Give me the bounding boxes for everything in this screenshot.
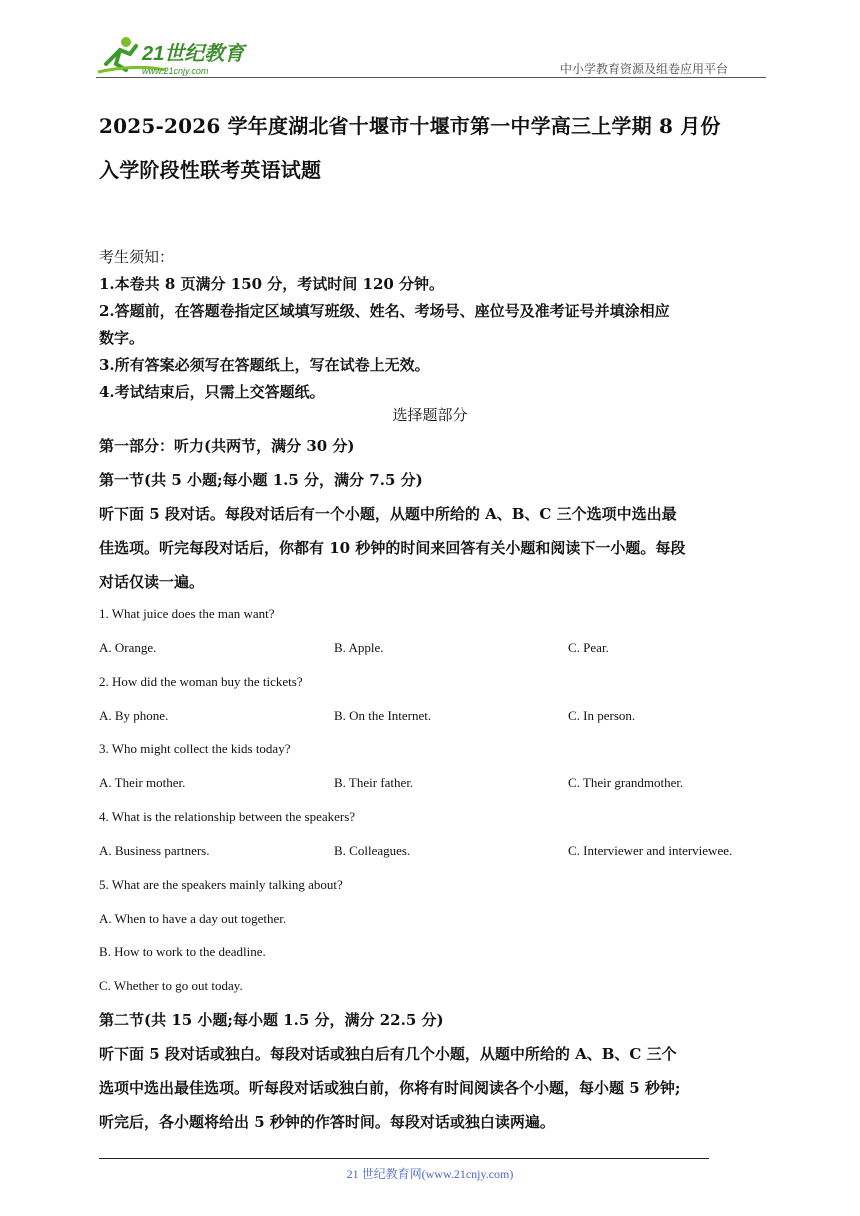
q3-option-b: B. Their father. bbox=[334, 775, 414, 790]
notice-item: 数字。 bbox=[99, 329, 145, 347]
question-5: 5. What are the speakers mainly talking about? bbox=[99, 877, 343, 892]
q5-option-c: C. Whether to go out today. bbox=[99, 978, 243, 993]
q5-option-a: A. When to have a day out together. bbox=[99, 911, 287, 926]
q2-option-b: B. On the Internet. bbox=[334, 708, 432, 723]
section1-title: 第一节(共 5 小题;每小题 1.5 分，满分 7.5 分) bbox=[99, 471, 423, 489]
platform-name: 中小学教育资源及组卷应用平台 bbox=[560, 62, 729, 76]
site-logo bbox=[96, 34, 266, 80]
q1-option-b: B. Apple. bbox=[334, 640, 384, 655]
section2-instructions bbox=[99, 1037, 767, 1139]
q2-option-a: A. By phone. bbox=[99, 708, 169, 723]
title-line-2: 入学阶段性联考英语试题 bbox=[99, 158, 322, 182]
q4-option-a: A. Business partners. bbox=[99, 843, 210, 858]
instruction-line: 选项中选出最佳选项。听每段对话或独白前，你将有时间阅读各个小题，每小题 5 秒钟; bbox=[99, 1079, 681, 1097]
exam-notice bbox=[99, 244, 769, 406]
runner-logo-icon bbox=[96, 34, 266, 80]
notice-heading: 考生须知： bbox=[99, 248, 175, 266]
q5-option-b: B. How to work to the deadline. bbox=[99, 944, 266, 959]
title-line-1: 2025-2026 学年度湖北省十堰市十堰市第一中学高三上学期 8 月份 bbox=[99, 114, 721, 138]
section2-title: 第二节(共 15 小题;每小题 1.5 分，满分 22.5 分) bbox=[99, 1011, 444, 1029]
question-2: 2. How did the woman buy the tickets? bbox=[99, 674, 303, 689]
q1-option-a: A. Orange. bbox=[99, 640, 157, 655]
notice-item: 2.答题前，在答题卷指定区域填写班级、姓名、考场号、座位号及准考证号并填涂相应 bbox=[99, 302, 670, 320]
logo-text: 21世纪教育 bbox=[142, 43, 245, 65]
question-4: 4. What is the relationship between the speakers? bbox=[99, 809, 356, 824]
q2-option-c: C. In person. bbox=[568, 708, 636, 723]
instruction-line: 听下面 5 段对话。每段对话后有一个小题，从题中所给的 A、B、C 三个选项中选出最 bbox=[99, 505, 677, 523]
instruction-line: 听下面 5 段对话或独白。每段对话或独白后有几个小题，从题中所给的 A、B、C 三个 bbox=[99, 1045, 677, 1063]
q3-option-a: A. Their mother. bbox=[99, 775, 186, 790]
section-heading: 选择题部分 bbox=[392, 406, 468, 424]
q1-option-c: C. Pear. bbox=[568, 640, 609, 655]
logo-url: www.21cnjy.com bbox=[142, 66, 209, 76]
footer-divider bbox=[99, 1158, 709, 1159]
question-1: 1. What juice does the man want? bbox=[99, 606, 275, 621]
notice-item: 1.本卷共 8 页满分 150 分，考试时间 120 分钟。 bbox=[99, 275, 445, 293]
instruction-line: 佳选项。听完每段对话后，你都有 10 秒钟的时间来回答有关小题和阅读下一小题。每段 bbox=[99, 539, 686, 557]
q4-option-c: C. Interviewer and interviewee. bbox=[568, 843, 733, 858]
footer-link[interactable]: 21 世纪教育网(www.21cnjy.com) bbox=[346, 1167, 514, 1181]
instruction-line: 对话仅读一遍。 bbox=[99, 573, 205, 591]
q3-option-c: C. Their grandmother. bbox=[568, 775, 684, 790]
instruction-line: 听完后，各小题将给出 5 秒钟的作答时间。每段对话或独白读两遍。 bbox=[99, 1113, 555, 1131]
exam-title bbox=[99, 104, 769, 192]
notice-item: 4.考试结束后，只需上交答题纸。 bbox=[99, 383, 325, 401]
notice-item: 3.所有答案必须写在答题纸上，写在试卷上无效。 bbox=[99, 356, 430, 374]
q4-option-b: B. Colleagues. bbox=[334, 843, 411, 858]
part1-title: 第一部分：听力(共两节，满分 30 分) bbox=[99, 437, 355, 455]
question-3: 3. Who might collect the kids today? bbox=[99, 741, 291, 756]
section1-instructions bbox=[99, 497, 767, 599]
header-divider bbox=[96, 77, 766, 78]
